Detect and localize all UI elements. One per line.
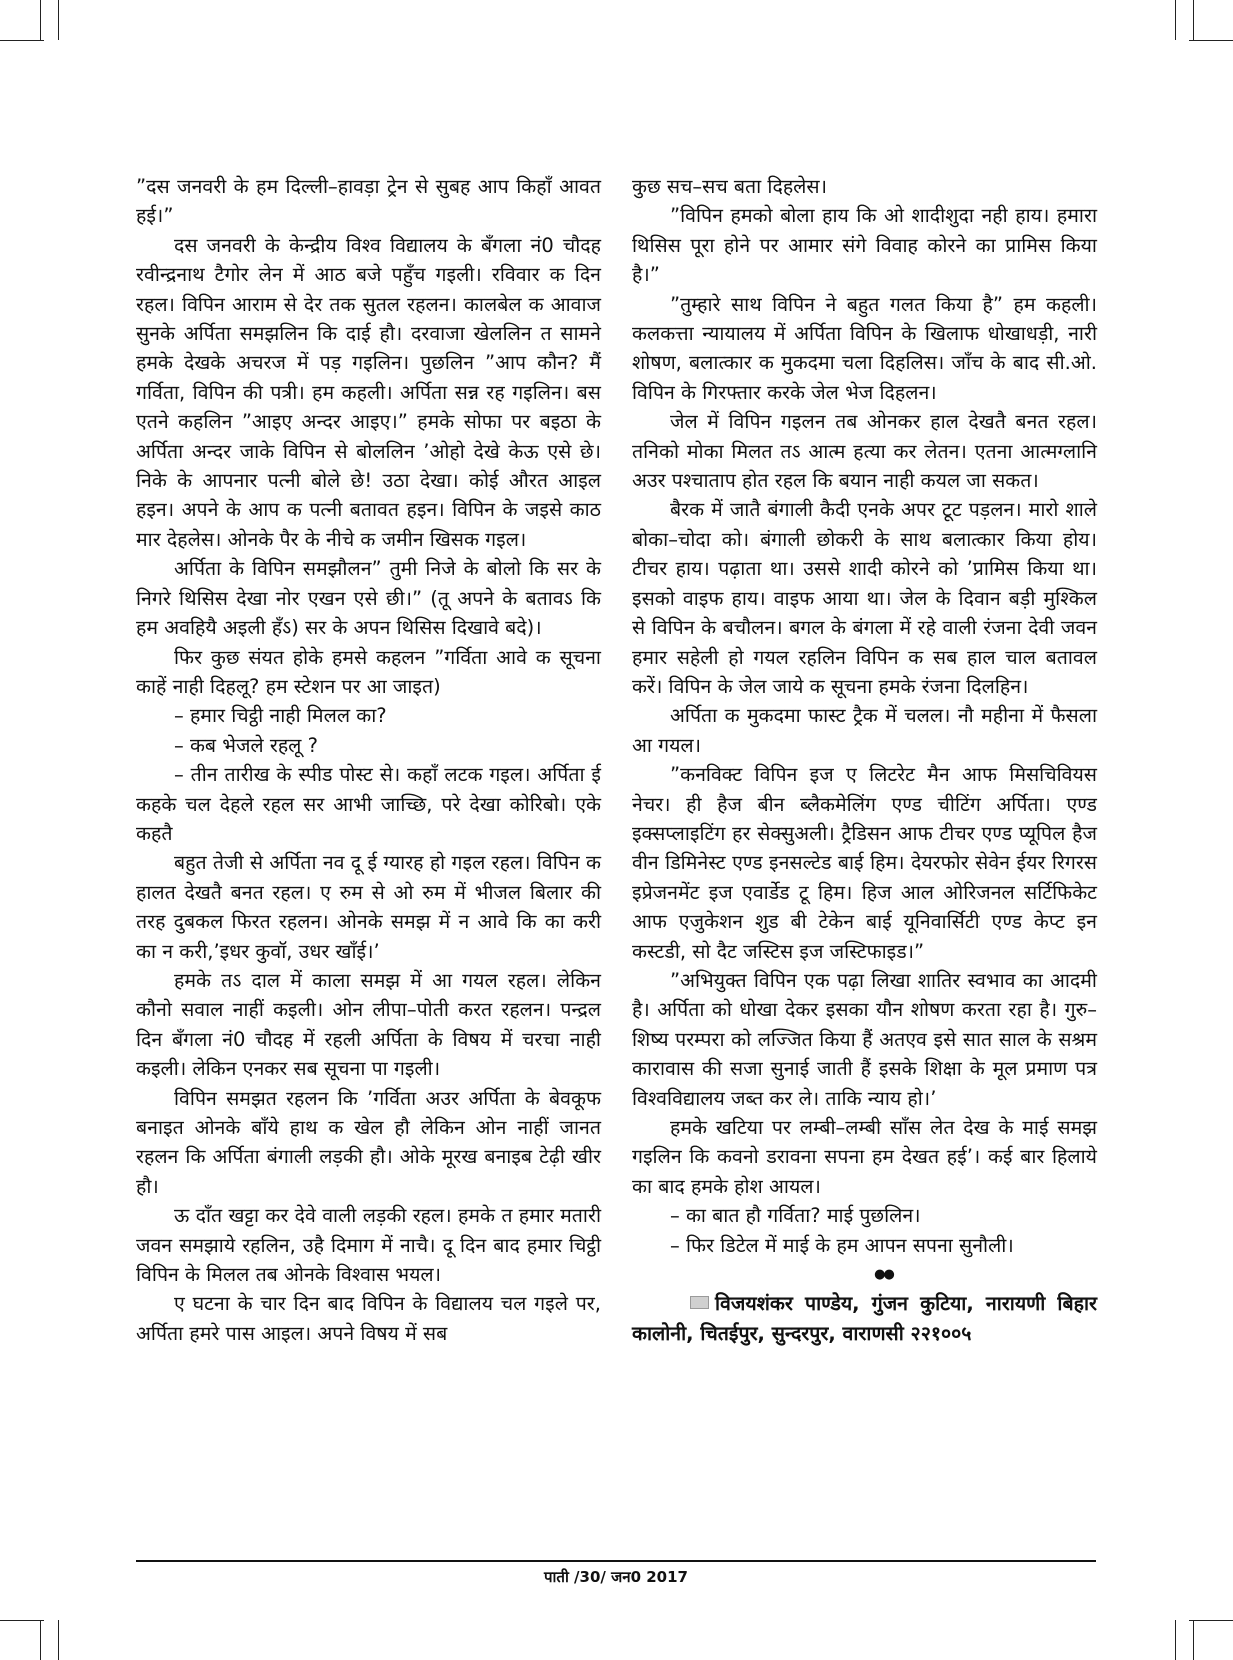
- crop-mark: [58, 1620, 59, 1660]
- paragraph: अर्पिता क मुकदमा फास्ट ट्रैक में चलल। नौ महीना में फैसला आ गयल।: [632, 704, 1097, 757]
- page-footer: पाती /30/ जन0 2017: [544, 1568, 688, 1586]
- paragraph: हमके खटिया पर लम्बी–लम्बी साँस लेत देख के माई समझ गइलिन कि कवनो डरावना सपना हम देखत हई’। कई बार हिलाये का बाद हमके होश आयल।: [632, 1116, 1097, 1198]
- paragraph: अर्पिता के विपिन समझौलन” तुमी निजे के बोलो कि सर के निगरे थिसिस देखा नोर एखन एसे छी।” (तू अपने के बतावऽ कि हम अवहियै अइली हँऽ) सर के अपन थिसिस दिखावे बदे)।: [136, 557, 601, 640]
- crop-mark: [1193, 0, 1194, 40]
- crop-mark: [1189, 1620, 1233, 1621]
- crop-mark: [1175, 1620, 1176, 1660]
- paragraph: दस जनवरी के केन्द्रीय विश्व विद्यालय के बँगला नं0 चौदह रवीन्द्रनाथ टैगोर लेन में आठ बजे पहुँच गइली। रविवार क दिन रहल। विपिन आराम से देर तक सुतल रहलन। कालबेल क आवाज सुनके अर्पिता समझलिन कि दाई हौ। दरवाजा खेललिन त सामने हमके देखके अचरज में पड़ गइलिन। पुछलिन ”आप कौन? मैं गर्विता, विपिन की पत्री। हम कहली। अर्पिता सन्न रह गइलिन। बस एतने कहलिन ”आइए अन्दर आइए।” हमके सोफा पर बइठा के अर्पिता अन्दर जाके विपिन से बोललिन ’ओहो देखे केऊ एसे छे। निके के आपनार पत्नी बोले छे! उठा देखा। कोई औरत आइल हइन। अपने के आप क पत्नी बतावत हइन। विपिन के जइसे काठ मार देहलेस। ओनके पैर के नीचे क जमीन खिसक गइल।: [136, 233, 601, 551]
- paragraph: ”दस जनवरी के हम दिल्ली–हावड़ा ट्रेन से सुबह आप किहाँ आवत हई।”: [136, 175, 601, 228]
- paragraph: ”अभियुक्त विपिन एक पढ़ा लिखा शातिर स्वभाव का आदमी है। अर्पिता को धोखा देकर इसका यौन शोषण करता रहा है। गुरु–शिष्य परम्परा को लज्जित किया हैं अतएव इसे सात साल के सश्रम कारावास की सजा सुनाई जाती हैं इसके शिक्षा के मूल प्रमाण पत्र विश्वविद्यालय जब्त कर ले। ताकि न्याय हो।’: [632, 968, 1097, 1110]
- paragraph: ऊ दाँत खट्टा कर देवे वाली लड़की रहल। हमके त हमार मतारी जवन समझाये रहलिन, उहै दिमाग में नाचै। दू दिन बाद हमार चिट्ठी विपिन के मिलल तब ओनके विश्वास भयल।: [136, 1204, 601, 1287]
- author-text: विजयशंकर पाण्डेय, गुंजन कुटिया, नारायणी बिहार कालोनी, चितईपुर, सुन्दरपुर, वाराणसी २२१००५: [632, 1292, 1097, 1345]
- square-bullet-icon: [690, 1296, 709, 1309]
- dialogue-line: – फिर डिटेल में माई के हम आपन सपना सुनौली।: [670, 1233, 1014, 1257]
- crop-mark: [40, 0, 41, 40]
- paragraph: ”तुम्हारे साथ विपिन ने बहुत गलत किया है” हम कहली। कलकत्ता न्यायालय में अर्पिता विपिन के खिलाफ धोखाधड़ी, नारी शोषण, बलात्कार क मुकदमा चला दिहलिस। जाँच के बाद सी.ओ. विपिन के गिरफ्तार करके जेल भेज दिहलन।: [632, 292, 1097, 404]
- crop-mark: [1193, 1620, 1194, 1660]
- paragraph: बैरक में जातै बंगाली कैदी एनके अपर टूट पड़लन। मारो शाले बोका–चोदा को। बंगाली छोकरी के साथ बलात्कार किया होय। टीचर हाय। पढ़ाता था। उससे शादी कोरने को ’प्रामिस किया था। इसको वाइफ हाय। वाइफ आया था। जेल के दिवान बड़ी मुश्किल से विपिन के बचौलन। बगल के बंगला में रहे वाली रंजना देवी जवन हमार सहेली हो गयल रहलिन विपिन क सब हाल चाल बतावल करें। विपिन के जेल जाये क सूचना हमके रंजना दिलहिन।: [632, 498, 1097, 698]
- paragraph: ए घटना के चार दिन बाद विपिन के विद्यालय चल गइले पर, अर्पिता हमरे पास आइल। अपने विषय में सब: [136, 1292, 601, 1345]
- dialogue-line: – का बात हौ गर्विता? माई पुछलिन।: [670, 1204, 921, 1228]
- crop-mark: [1189, 40, 1233, 41]
- paragraph: हमके तऽ दाल में काला समझ में आ गयल रहल। लेकिन कौनो सवाल नाहीं कइली। ओन लीपा–पोती करत रहलन। पन्द्रल दिन बँगला नं0 चौदह में रहली अर्पिता के विषय में चरचा नाही कइली। लेकिन एनकर सब सूचना पा गइली।: [136, 968, 601, 1081]
- paragraph: फिर कुछ संयत होके हमसे कहलन ”गर्विता आवे क सूचना काहें नाही दिहलू? हम स्टेशन पर आ जाइत): [136, 645, 601, 698]
- dialogue-line: – कब भेजले रहलू ?: [174, 733, 318, 757]
- paragraph: बहुत तेजी से अर्पिता नव दू ई ग्यारह हो गइल रहल। विपिन क हालत देखतै बनत रहल। ए रुम से ओ रुम में भीजल बिलार की तरह दुबकल फिरत रहलन। ओनके समझ में न आवे कि का करी का न करी,’इधर कुवॉ, उधर खाँई।’: [136, 851, 601, 963]
- paragraph: विपिन समझत रहलन कि ’गर्विता अउर अर्पिता के बेवकूफ बनाइत ओनके बाँये हाथ क खेल हौ लेकिन ओन नाहीं जानत रहलन कि अर्पिता बंगाली लड़की हौ। ओके मूरख बनाइब टेढ़ी खीर हौ।: [136, 1086, 601, 1198]
- crop-mark: [0, 1620, 44, 1621]
- left-column: [136, 172, 601, 1348]
- paragraph-continuation: कुछ सच–सच बता दिहलेस।: [632, 175, 827, 198]
- right-column: [632, 172, 1097, 1348]
- author-credit: [632, 1289, 1097, 1348]
- paragraph: जेल में विपिन गइलन तब ओनकर हाल देखतै बनत रहल। तनिको मोका मिलत तऽ आत्म हत्या कर लेतन। एतना आत्मग्लानि अउर पश्चाताप होत रहल कि बयान नाही कयल जा सकत।: [632, 410, 1097, 493]
- dialogue-line: – हमार चिट्ठी नाही मिलल का?: [174, 704, 387, 728]
- end-mark: ●●: [874, 1267, 893, 1283]
- crop-mark: [0, 40, 44, 41]
- paragraph: ”विपिन हमको बोला हाय कि ओ शादीशुदा नही हाय। हमारा थिसिस पूरा होने पर आमार संगे विवाह कोरने का प्रामिस किया है।”: [632, 204, 1097, 287]
- crop-mark: [58, 0, 59, 40]
- crop-mark: [40, 1620, 41, 1660]
- footer-rule: [136, 1560, 1096, 1562]
- dialogue-line: – तीन तारीख के स्पीड पोस्ट से। कहाँ लटक गइल। अर्पिता ई कहके चल देहले रहल सर आभी जाच्छि, परे देखा कोरिबो। एके कहतै: [136, 763, 601, 845]
- crop-mark: [1175, 0, 1176, 40]
- paragraph: ”कनविक्ट विपिन इज ए लिटरेट मैन आफ मिसचिवियस नेचर। ही हैज बीन ब्लैकमेलिंग एण्ड चीटिंग अर्पिता। एण्ड इक्सप्लाइटिंग हर सेक्सुअली। ट्रैडिसन आफ टीचर एण्ड प्यूपिल हैज वीन डिमिनेस्ट एण्ड इनसल्टेड बाई हिम। देयरफोर सेवेन ईयर रिगरस इप्रेजनमेंट इज एवार्डेड टू हिम। हिज आल ओरिजनल सर्टिफिकेट आफ एजुकेशन शुड बी टेकेन बाई यूनिवार्सिटी एण्ड केप्ट इन कस्टडी, सो दैट जस्टिस इज जस्टिफाइड।”: [632, 763, 1097, 963]
